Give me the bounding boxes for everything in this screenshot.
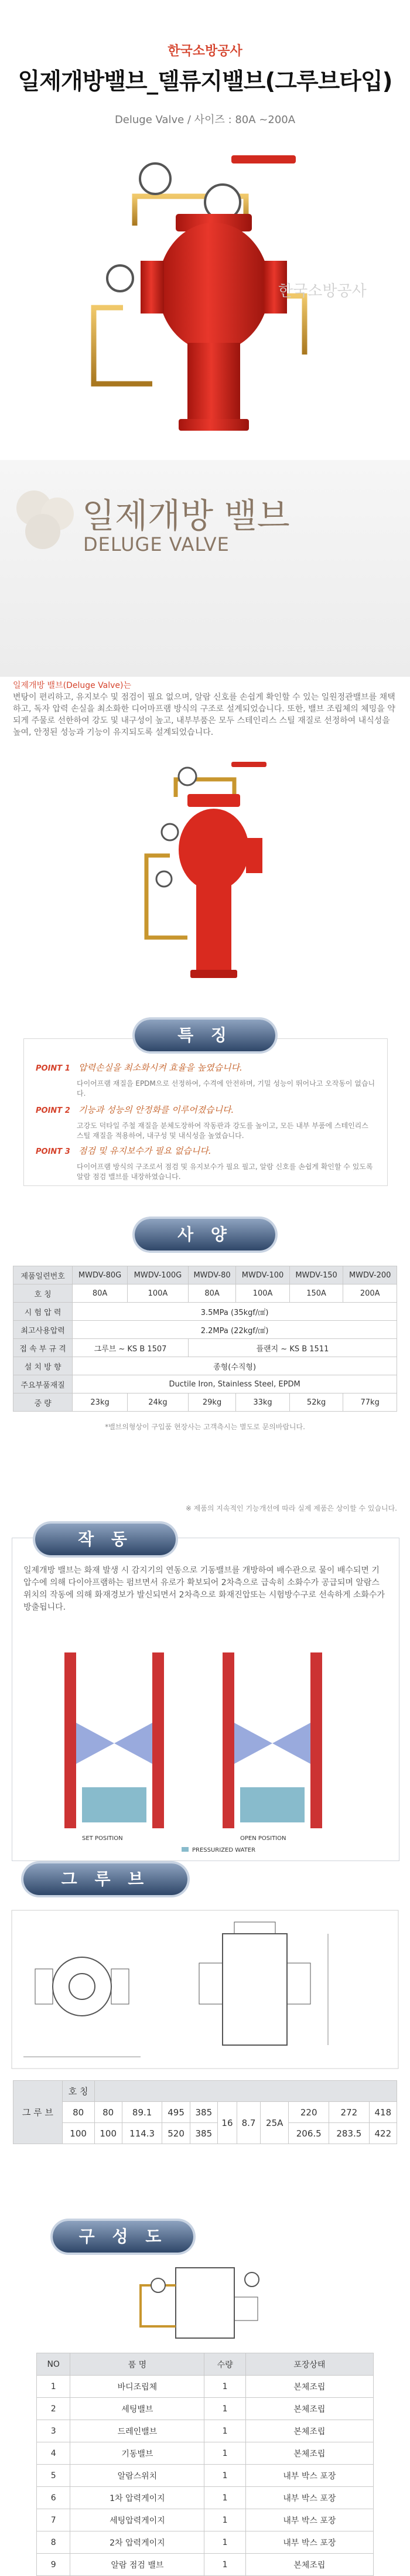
cell: 내부 박스 포장 (245, 2487, 373, 2509)
cell: 본체조립 (245, 2442, 373, 2465)
valve-illustration-small (0, 744, 410, 996)
cell: 385 (190, 2123, 217, 2144)
valve-illustration-large (0, 132, 410, 460)
cell: 종형(수직형) (73, 1357, 397, 1375)
cell: 100A (127, 1284, 188, 1303)
table-row (37, 2420, 374, 2442)
product-title: 일제개방밸브_델류지밸브(그루브타입) (18, 69, 392, 95)
cell: 1 (204, 2442, 245, 2465)
table-row (37, 2531, 374, 2554)
table-row (13, 1284, 397, 1303)
cell: 52kg (289, 1393, 343, 1412)
cell: 5 (37, 2465, 70, 2487)
cell: 알람스위치 (70, 2465, 204, 2487)
point-desc: 고강도 덕타일 주철 재질을 분체도장하여 작동판과 강도를 높이고, 모든 내부 부품에 스테인리스 스틸 재질을 적용하여, 내구성 및 내식성을 높였습니다. (77, 1122, 368, 1140)
brand-name: 한국소방공사 (168, 44, 242, 59)
cell: 1 (204, 2487, 245, 2509)
spec-section (0, 1219, 410, 1524)
table-row (37, 2398, 374, 2420)
cell: 1 (204, 2465, 245, 2487)
cell: 기동밸브 (70, 2442, 204, 2465)
cell: 422 (369, 2123, 397, 2144)
table-row (13, 1303, 397, 1321)
parts-col-header: 포장상태 (245, 2353, 373, 2376)
table-row (37, 2376, 374, 2398)
cell: 33kg (236, 1393, 290, 1412)
point-badge: POINT 2 (36, 1106, 70, 1115)
cell: 200A (343, 1284, 397, 1303)
operation-section (0, 1524, 410, 1863)
cell: 내부 박스 포장 (245, 2509, 373, 2531)
spec-col-header: MWDV-100G (127, 1266, 188, 1284)
cell: 80 (62, 2102, 94, 2123)
features-title: 특 징 (135, 1020, 275, 1051)
cell: 세팅압력게이지 (70, 2509, 204, 2531)
row-label: 설 치 방 향 (13, 1357, 73, 1375)
watermark-text: 한국소방공사 (278, 282, 367, 300)
cell: 206.5 (289, 2123, 329, 2144)
row-label: 주요부품재질 (13, 1375, 73, 1393)
cell: 24kg (127, 1393, 188, 1412)
spec-note: *밸브의형상이 구입품 현장사는 고객측시는 별도로 문의바랍니다. (105, 1423, 305, 1431)
groove-section (0, 1863, 410, 2215)
row-label: 접 속 부 규 격 (13, 1339, 73, 1357)
spec-col-header: MWDV-200 (343, 1266, 397, 1284)
point-desc: 다이어프램 재질을 EPDM으로 선정하여, 수격에 안전하며, 기밀 성능이 뛰어나고 오작동이 없습니다. (77, 1079, 375, 1098)
cell: 바디조립체 (70, 2376, 204, 2398)
intro-heading-band (0, 460, 410, 677)
cell: 520 (162, 2123, 190, 2144)
cell: 플랜지 ~ KS B 1511 (188, 1339, 397, 1357)
spec-col-header: 제품일련번호 (13, 1266, 73, 1284)
groove-dimension-table (13, 2080, 397, 2144)
cell: 1 (37, 2376, 70, 2398)
cell: 16 (217, 2102, 237, 2144)
cell: 8 (37, 2531, 70, 2554)
parts-col-header: 품 명 (70, 2353, 204, 2376)
spec-disclaimer: ※ 제품의 지속적인 기능개선에 따라 실제 제품은 상이할 수 있습니다. (185, 1504, 397, 1512)
diagram-legend: PRESSURIZED WATER (192, 1847, 256, 1853)
header-spacer (94, 2081, 397, 2102)
cell: 1 (204, 2420, 245, 2442)
cell: 3.5MPa (35kgf/㎠) (73, 1303, 397, 1321)
cell: 114.3 (122, 2123, 162, 2144)
header-cell: 호 칭 (62, 2081, 94, 2102)
cell: 150A (289, 1284, 343, 1303)
spec-col-header: MWDV-80 (188, 1266, 235, 1284)
table-row (37, 2554, 374, 2576)
decorative-flower-icon (11, 485, 81, 555)
cell: 1 (204, 2554, 245, 2576)
cell: 6 (37, 2487, 70, 2509)
cell: 25A (261, 2102, 289, 2144)
cell: 알람 점검 밸브 (70, 2554, 204, 2576)
table-row (37, 2465, 374, 2487)
cell: 418 (369, 2102, 397, 2123)
hero-valve-image (0, 132, 410, 460)
diagram-label-set: SET POSITION (82, 1835, 123, 1842)
cell: 드레인밸브 (70, 2420, 204, 2442)
cell: 1 (204, 2531, 245, 2554)
cell: 내부 박스 포장 (245, 2531, 373, 2554)
spec-col-header: MWDV-80G (73, 1266, 128, 1284)
cell: Ductile Iron, Stainless Steel, EPDM (73, 1375, 397, 1393)
composition-title: 구 성 도 (53, 2221, 193, 2253)
cell: 1 (204, 2509, 245, 2531)
cell: 100 (94, 2123, 122, 2144)
composition-section (0, 2221, 410, 2570)
groove-dimension-drawing (12, 1910, 398, 2069)
cell: 89.1 (122, 2102, 162, 2123)
cell: 내부 박스 포장 (245, 2465, 373, 2487)
point-title: 기능과 성능의 안정화를 이루어졌습니다. (78, 1105, 234, 1115)
spec-table (13, 1266, 397, 1412)
row-label: 호 칭 (13, 1284, 73, 1303)
feature-point-3 (36, 1144, 375, 1181)
table-row (13, 2081, 397, 2102)
cell: 세팅밸브 (70, 2398, 204, 2420)
parts-col-header: NO (37, 2353, 70, 2376)
groove-title: 그 루 브 (23, 1863, 187, 1895)
cell: 100 (62, 2123, 94, 2144)
parts-table (36, 2353, 374, 2576)
cell: 본체조립 (245, 2376, 373, 2398)
cell: 495 (162, 2102, 190, 2123)
table-row (13, 1393, 397, 1412)
cell: 본체조립 (245, 2420, 373, 2442)
features-section (0, 1020, 410, 1213)
cell: 80A (73, 1284, 128, 1303)
cell: 220 (289, 2102, 329, 2123)
cell: 7 (37, 2509, 70, 2531)
spec-title: 사 양 (135, 1219, 275, 1250)
table-row (13, 2123, 397, 2144)
table-row (13, 1357, 397, 1375)
intro-heading-english: DELUGE VALVE (83, 533, 230, 556)
feature-point-2 (36, 1103, 375, 1140)
diagram-label-open: OPEN POSITION (240, 1835, 286, 1842)
cell: 385 (190, 2102, 217, 2123)
cell: 23kg (73, 1393, 128, 1412)
table-row (13, 1266, 397, 1284)
operation-title: 작 동 (35, 1524, 176, 1555)
cell: 9 (37, 2554, 70, 2576)
cell: 77kg (343, 1393, 397, 1412)
spec-col-header: MWDV-100 (236, 1266, 290, 1284)
point-title: 압력손실을 최소화시켜 효율을 높였습니다. (78, 1062, 242, 1073)
point-badge: POINT 1 (36, 1064, 70, 1073)
cell: 1 (204, 2398, 245, 2420)
table-row (13, 2102, 397, 2123)
product-photo (0, 744, 410, 996)
features-panel (23, 1038, 388, 1186)
spec-col-header: MWDV-150 (289, 1266, 343, 1284)
row-label: 그 루 브 (13, 2081, 63, 2144)
table-row (37, 2442, 374, 2465)
product-subtitle: Deluge Valve / 사이즈 : 80A ~200A (114, 114, 296, 126)
point-title: 점검 및 유지보수가 필요 없습니다. (78, 1146, 211, 1156)
cell: 2.2MPa (22kgf/㎠) (73, 1321, 397, 1339)
composition-diagram (100, 2262, 310, 2344)
table-row (13, 1375, 397, 1393)
intro-heading-korean: 일제개방 밸브 (82, 496, 290, 536)
cell: 1차 압력게이지 (70, 2487, 204, 2509)
operation-text: 일제개방 밸브는 화재 발생 시 감지기의 연동으로 기동밸브를 개방하여 배수관으로 물이 배수되면 기압수에 의해 다이아프램하는 펌브면서 유로가 확보되어 2차측으로 급속히 소화수가 공급되며 알람스위치의 작동에 의해 화재경보가 발신되면서 2차측으로 화재진압또는 시험방수구로 선속하게 소화수가 방출됩니다. (23, 1566, 385, 1612)
row-label: 시 험 압 력 (13, 1303, 73, 1321)
row-label: 최고사용압력 (13, 1321, 73, 1339)
table-row (13, 1321, 397, 1339)
operation-diagram (47, 1641, 363, 1852)
intro-label: 일제개방 밸브(Deluge Valve)는 (13, 681, 132, 690)
cell: 2차 압력게이지 (70, 2531, 204, 2554)
parts-col-header: 수량 (204, 2353, 245, 2376)
cell: 272 (329, 2102, 370, 2123)
cell: 본체조립 (245, 2398, 373, 2420)
cell: 2 (37, 2398, 70, 2420)
cell: 4 (37, 2442, 70, 2465)
table-row (37, 2509, 374, 2531)
point-desc: 다이어프램 방식의 구조로서 점검 및 유지보수가 필요 필고, 알람 신호를 손쉽게 확인할 수 있도록 알람 점검 밸브를 내장하였습니다. (77, 1163, 373, 1181)
table-row (37, 2353, 374, 2376)
feature-point-1 (36, 1061, 375, 1098)
table-row (37, 2487, 374, 2509)
intro-body: 변탕이 편리하고, 유지보수 및 점검이 필요 없으며, 알람 신호를 손쉽게 확인할 수 있는 일원정관밸브를 채택하고, 독자 압력 손실을 최소화한 디어마프램 방식의 구조로 설계되었습니다. 또한, 밸브 조립체의 체밍을 약되게 주물로 선한하여 강도 및 내구성이 높고, 내부부품은 모두 스테인리스 스틸 재질로 선정하여 내식성을 높여, 안정된 성능과 기능이 유지되도록 설계되었습니다. (13, 693, 395, 737)
cell: 80A (188, 1284, 235, 1303)
cell: 100A (236, 1284, 290, 1303)
intro-description (0, 680, 410, 738)
point-badge: POINT 3 (36, 1147, 70, 1156)
cell: 8.7 (237, 2102, 260, 2144)
cell: 그루브 ~ KS B 1507 (73, 1339, 189, 1357)
cell: 3 (37, 2420, 70, 2442)
cell: 1 (204, 2376, 245, 2398)
cell: 본체조립 (245, 2554, 373, 2576)
cell: 283.5 (329, 2123, 370, 2144)
row-label: 중 량 (13, 1393, 73, 1412)
table-row (13, 1339, 397, 1357)
cell: 29kg (188, 1393, 235, 1412)
cell: 80 (94, 2102, 122, 2123)
